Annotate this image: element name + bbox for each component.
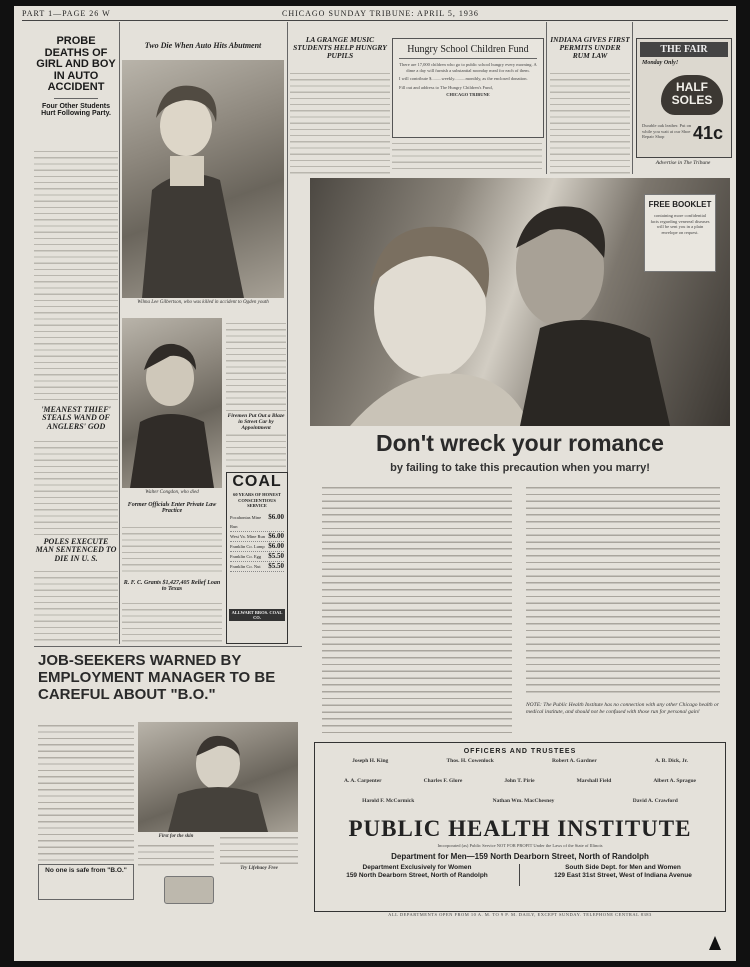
- officer-name: Thos. H. Cowenlock: [446, 758, 494, 764]
- phi-south-title: South Side Dept. for Men and Women: [565, 864, 681, 871]
- col4-body-text: [392, 140, 542, 174]
- coal-price-value: $5.50: [268, 561, 284, 570]
- headline: Two Die When Auto Hits Abutment: [144, 41, 262, 50]
- fair-tagline: Monday Only!: [642, 60, 679, 66]
- coal-price-row: [230, 562, 284, 572]
- bo-caption2: Try Lifebuoy Free: [240, 866, 278, 871]
- officer-name: David A. Crawford: [632, 798, 678, 804]
- free-booklet-box[interactable]: [644, 194, 716, 272]
- phi-footer: ALL DEPARTMENTS OPEN FROM 10 A. M. TO 9 P. M. DAILY, EXCEPT SUNDAY. TELEPHONE CENTRAL 8383: [388, 912, 652, 917]
- ad-subhead: by failing to take this precaution when you marry!: [390, 462, 650, 474]
- phi-women-addr: 159 North Dearborn Street, North of Randolph: [346, 872, 488, 879]
- headline: LA GRANGE MUSIC STUDENTS HELP HUNGRY PUPILS: [293, 35, 387, 60]
- officer-name: Robert A. Gardner: [552, 758, 597, 764]
- officer-name: Charles F. Glore: [423, 778, 463, 784]
- fund-address: Fill out and address to The Hungry Children's Fund,: [399, 84, 493, 90]
- column-rule: [632, 22, 633, 174]
- col1-body-text: [34, 438, 118, 536]
- officer-row: [323, 798, 717, 818]
- phi-name: PUBLIC HEALTH INSTITUTE: [348, 816, 692, 841]
- bo-body-text: [38, 722, 134, 862]
- coal-subtitle: 60 YEARS OF HONEST CONSCIENTIOUS SERVICE: [233, 492, 281, 508]
- col5-story: [550, 36, 630, 60]
- fair-logo: THE FAIR: [640, 42, 728, 57]
- coal-price-value: $6.00: [268, 512, 284, 521]
- subhead: Four Other Students Hurt Following Party.: [41, 102, 111, 118]
- fair-ad: [636, 38, 732, 158]
- bo-headline: JOB-SEEKERS WARNED BY EMPLOYMENT MANAGER TO BE CAREFUL ABOUT "B.O.": [38, 652, 276, 703]
- bo-caption1: First for the skin: [158, 834, 194, 839]
- col1-story2: [34, 406, 118, 431]
- header-left: PART 1—PAGE 26 W: [22, 9, 111, 18]
- col1-story3: [34, 538, 118, 563]
- phi-women-title: Department Exclusively for Women: [362, 864, 472, 871]
- column-rule: [119, 22, 120, 644]
- bo-photo: [138, 722, 298, 832]
- coal-price-value: $5.50: [268, 551, 284, 560]
- headline: 'MEANEST THIEF' STEALS WAND OF ANGLERS' GOD: [41, 405, 111, 431]
- coal-price-row: [230, 552, 284, 562]
- photo-caption: Wilma Lee Gilbertson, who was killed in accident to Ogden youth: [137, 300, 269, 305]
- officer-name: A. B. Dick, Jr.: [654, 758, 688, 764]
- column-rule: [546, 22, 547, 174]
- officer-row: [323, 758, 717, 778]
- header-center: CHICAGO SUNDAY TRIBUNE: APRIL 5, 1936: [282, 9, 479, 18]
- phi-men-dept: Department for Men—159 North Dearborn Street, North of Randolph: [391, 852, 649, 861]
- col1-body-text: [34, 568, 118, 642]
- col2-body-text: [122, 600, 222, 642]
- photo-boy: [122, 318, 222, 488]
- col3-body-text: [290, 70, 390, 174]
- col2-story: [122, 42, 284, 50]
- portrait-image: [122, 60, 284, 298]
- officer-name: Albert A. Sprague: [653, 778, 696, 784]
- officer-name: Nathan Wm. MacChesney: [492, 798, 555, 804]
- fund-footer: CHICAGO TRIBUNE: [446, 92, 490, 97]
- headline: Former Officials Enter Private Law Practice: [127, 502, 217, 515]
- col1-body-text: [34, 148, 118, 403]
- bo-sidebar: [38, 864, 134, 900]
- officer-name: Joseph H. King: [352, 758, 389, 764]
- officer-name: A. A. Carpenter: [344, 778, 382, 784]
- fair-note: Durable oak leather. Put on while you wait at our Shoe Repair Shop: [642, 123, 692, 139]
- lifebuoy-soap: [164, 876, 214, 904]
- coal-price-value: $6.00: [268, 541, 284, 550]
- coal-price-row: [230, 532, 284, 542]
- booklet-title: FREE BOOKLET: [648, 200, 712, 209]
- col5-body-text: [550, 70, 630, 174]
- headline: POLES EXECUTE MAN SENTENCED TO DIE IN U. S.: [35, 537, 117, 563]
- bo-body-text: [138, 842, 214, 868]
- phi-box: [314, 742, 726, 912]
- col3-story: [290, 36, 390, 60]
- coal-price-row: [230, 542, 284, 552]
- coal-price-label: Franklin Co. Lump: [230, 543, 265, 549]
- coal-price-label: Franklin Co. Nut: [230, 563, 261, 569]
- coal-price-label: Pocahontas Mine Run: [230, 514, 262, 529]
- col3-story2: [226, 414, 286, 431]
- ad-body-right: [526, 484, 720, 698]
- page-corner-mark: [709, 936, 721, 950]
- fund-body: There are 17,000 children who go to public school hungry every morning. A dime a day will furnish a substantial noonday meal for each of them.: [399, 62, 537, 73]
- portrait-image: [122, 318, 222, 488]
- coal-company: ALLWART BROS. COAL CO.: [229, 609, 285, 621]
- sidebar-title: No one is safe from "B.O.": [45, 867, 127, 874]
- fair-price: 41c: [693, 123, 724, 143]
- coal-price-label: Franklin Co. Egg: [230, 553, 262, 559]
- fund-box: [392, 38, 544, 138]
- booklet-note: containing more confidential facts regarding venereal diseases will be sent you in a plain envelope on request.: [650, 213, 710, 235]
- coal-ad: [226, 472, 288, 644]
- phi-incorporated: Incorporated (as) Public Service NOT FOR PROFIT Under the Laws of the State of Illinois: [437, 843, 603, 848]
- officer-name: Marshall Field: [576, 778, 612, 784]
- ad-body-left: [322, 484, 512, 734]
- ad-headline: Don't wreck your romance: [376, 430, 664, 456]
- coal-title: COAL: [232, 473, 282, 490]
- col2-body-text: [122, 524, 222, 576]
- coal-price-label: West Va. Mine Run: [230, 533, 266, 539]
- bo-body-text: [220, 834, 298, 864]
- col2-story3: [122, 580, 222, 593]
- officer-name: John T. Pirie: [504, 778, 535, 784]
- coal-price-value: $6.00: [268, 531, 284, 540]
- officer-name: Harold F. McCormick: [362, 798, 415, 804]
- col2-story2: [122, 502, 222, 515]
- ad-note: NOTE: The Public Health Institute has no connection with any other Chicago health or medical institute, and should not be confused with those run for personal gain!: [526, 702, 719, 715]
- photo-caption: Walter Congdon, who died: [145, 490, 199, 495]
- fund-pledge[interactable]: I will contribute $.........weekly..........monthly, as the enclosed donation.: [399, 76, 528, 81]
- page-header: [22, 8, 728, 21]
- phi-south-addr: 129 East 31st Street, West of Indiana Avenue: [554, 872, 692, 879]
- fund-title: Hungry School Children Fund: [407, 44, 529, 55]
- officer-list: [323, 758, 717, 818]
- headline: Firemen Put Out a Blaze in Street Car by Appointment: [227, 413, 285, 431]
- headline: INDIANA GIVES FIRST PERMITS UNDER RUM LAW: [550, 35, 630, 60]
- coal-price-row: [230, 513, 284, 532]
- officer-row: [323, 778, 717, 798]
- col1-story: [34, 36, 118, 117]
- headline: PROBE DEATHS OF GIRL AND BOY IN AUTO ACCIDENT: [36, 35, 116, 94]
- photo-girl: [122, 60, 284, 298]
- coal-price-list: [230, 513, 284, 572]
- col3-body-text: [226, 320, 286, 470]
- advertise-line: Advertise in The Tribune: [655, 160, 711, 166]
- headline: R. F. C. Grants $1,427,405 Relief Loan to Texas: [123, 580, 221, 593]
- officers-title: OFFICERS AND TRUSTEES: [463, 748, 577, 755]
- newspaper-page: [14, 6, 736, 961]
- half-soles-badge: HALF SOLES: [661, 75, 723, 115]
- man-image: [138, 722, 298, 832]
